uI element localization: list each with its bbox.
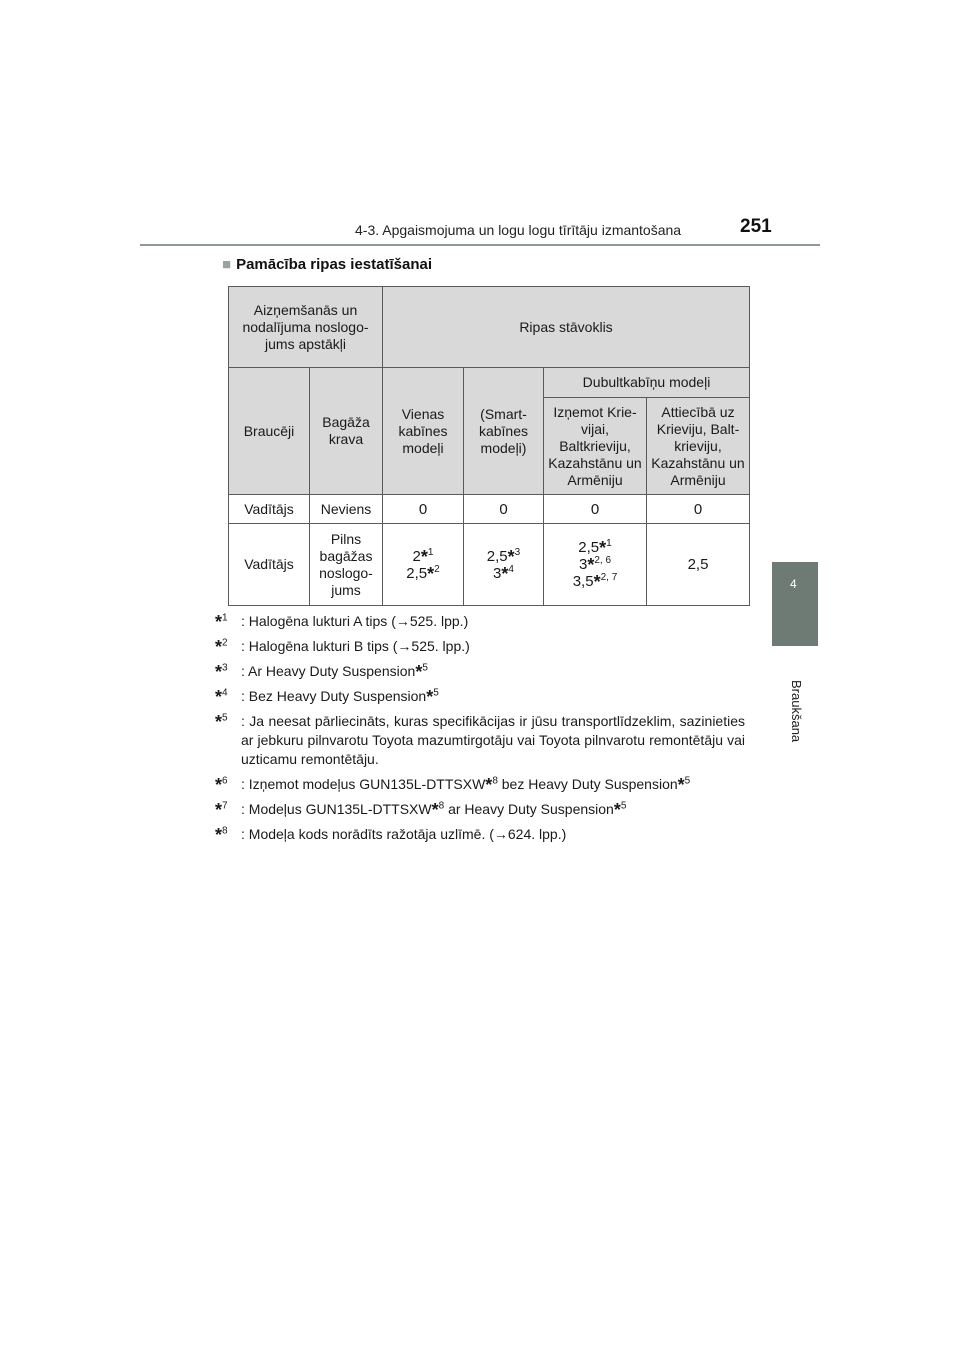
footnote: *$^7$ : Modeļus GUN135L-DTTSXW*$^8$ ar Heavy Duty Suspension*$^5$: [215, 800, 627, 820]
footnote: *$^2$ : Halogēna lukturi B tips (→525. lpp.): [215, 637, 470, 657]
cell-passengers: Vadītājs: [229, 524, 310, 606]
header-conditions: Aizņemšanās un nodalījuma noslogo- jums apstākļi: [229, 287, 383, 368]
header-cargo: Bagāža krava: [310, 368, 383, 495]
footnote: *$^3$ : Ar Heavy Duty Suspension*$^5$: [215, 662, 428, 682]
cell-single-cab: 0: [383, 495, 464, 524]
header-passengers: Braucēji: [229, 368, 310, 495]
chapter-tab-number: 4: [790, 577, 797, 591]
chapter-tab-label: Braukšana: [789, 680, 804, 743]
header-single-cab: Vienas kabīnes modeļi: [383, 368, 464, 495]
cell-single-cab: 2*$^1$ 2,5*$^2$: [383, 524, 464, 606]
cell-double-except: 0: [544, 495, 647, 524]
header-smart-cab: (Smart- kabīnes modeļi): [464, 368, 544, 495]
cell-smart-cab: 2,5*$^3$ 3*$^4$: [464, 524, 544, 606]
footnote: *$^4$ : Bez Heavy Duty Suspension*$^5$: [215, 687, 439, 707]
cell-double-except: 2,5*$^1$ 3*$^{2, 6}$ 3,5*$^{2, 7}$: [544, 524, 647, 606]
cell-cargo: Pilns bagāžas noslogo- jums: [310, 524, 383, 606]
header-double-cab-regarding: Attiecībā uz Krieviju, Balt- krieviju, Kazahstānu un Armēniju: [647, 398, 750, 495]
cell-smart-cab: 0: [464, 495, 544, 524]
chapter-tab: [772, 562, 818, 646]
cell-passengers: Vadītājs: [229, 495, 310, 524]
aim-adjustment-table: [228, 286, 750, 606]
cell-double-regarding: 0: [647, 495, 750, 524]
footnote: *$^8$ : Modeļa kods norādīts ražotāja uzlīmē. (→624. lpp.): [215, 825, 567, 845]
footnote: *$^1$ : Halogēna lukturi A tips (→525. lpp.): [215, 612, 469, 632]
table-row: [229, 495, 750, 524]
header-dial-position: Ripas stāvoklis: [383, 287, 750, 368]
footnotes: [215, 612, 745, 850]
page-number: 251: [740, 216, 772, 237]
section-heading-text: Pamācība ripas iestatīšanai: [236, 256, 432, 273]
header-rule: [140, 244, 820, 246]
header-double-cab-except: Izņemot Krie- vijai, Baltkrieviju, Kazahstānu un Armēniju: [544, 398, 647, 495]
table-row: [229, 524, 750, 606]
section-heading: [222, 256, 432, 273]
footnote: *$^5$ : Ja neesat pārliecināts, kuras specifikācijas ir jūsu transportlīdzeklim, sazinieties ar jebkuru pilnvarotu Toyota mazumtirgotāju vai Toyota pilnvarotu remontētāju vai uzticamu remontētāju.: [215, 712, 745, 767]
cell-cargo: Neviens: [310, 495, 383, 524]
square-bullet-icon: ■: [222, 256, 232, 273]
footnote: *$^6$ : Izņemot modeļus GUN135L-DTTSXW*$^8$ bez Heavy Duty Suspension*$^5$: [215, 775, 691, 795]
header-double-cab: Dubultkabīņu modeļi: [544, 368, 750, 398]
cell-double-regarding: 2,5: [647, 524, 750, 606]
header-title: 4-3. Apgaismojuma un logu logu tīrītāju izmantošana: [355, 222, 682, 238]
